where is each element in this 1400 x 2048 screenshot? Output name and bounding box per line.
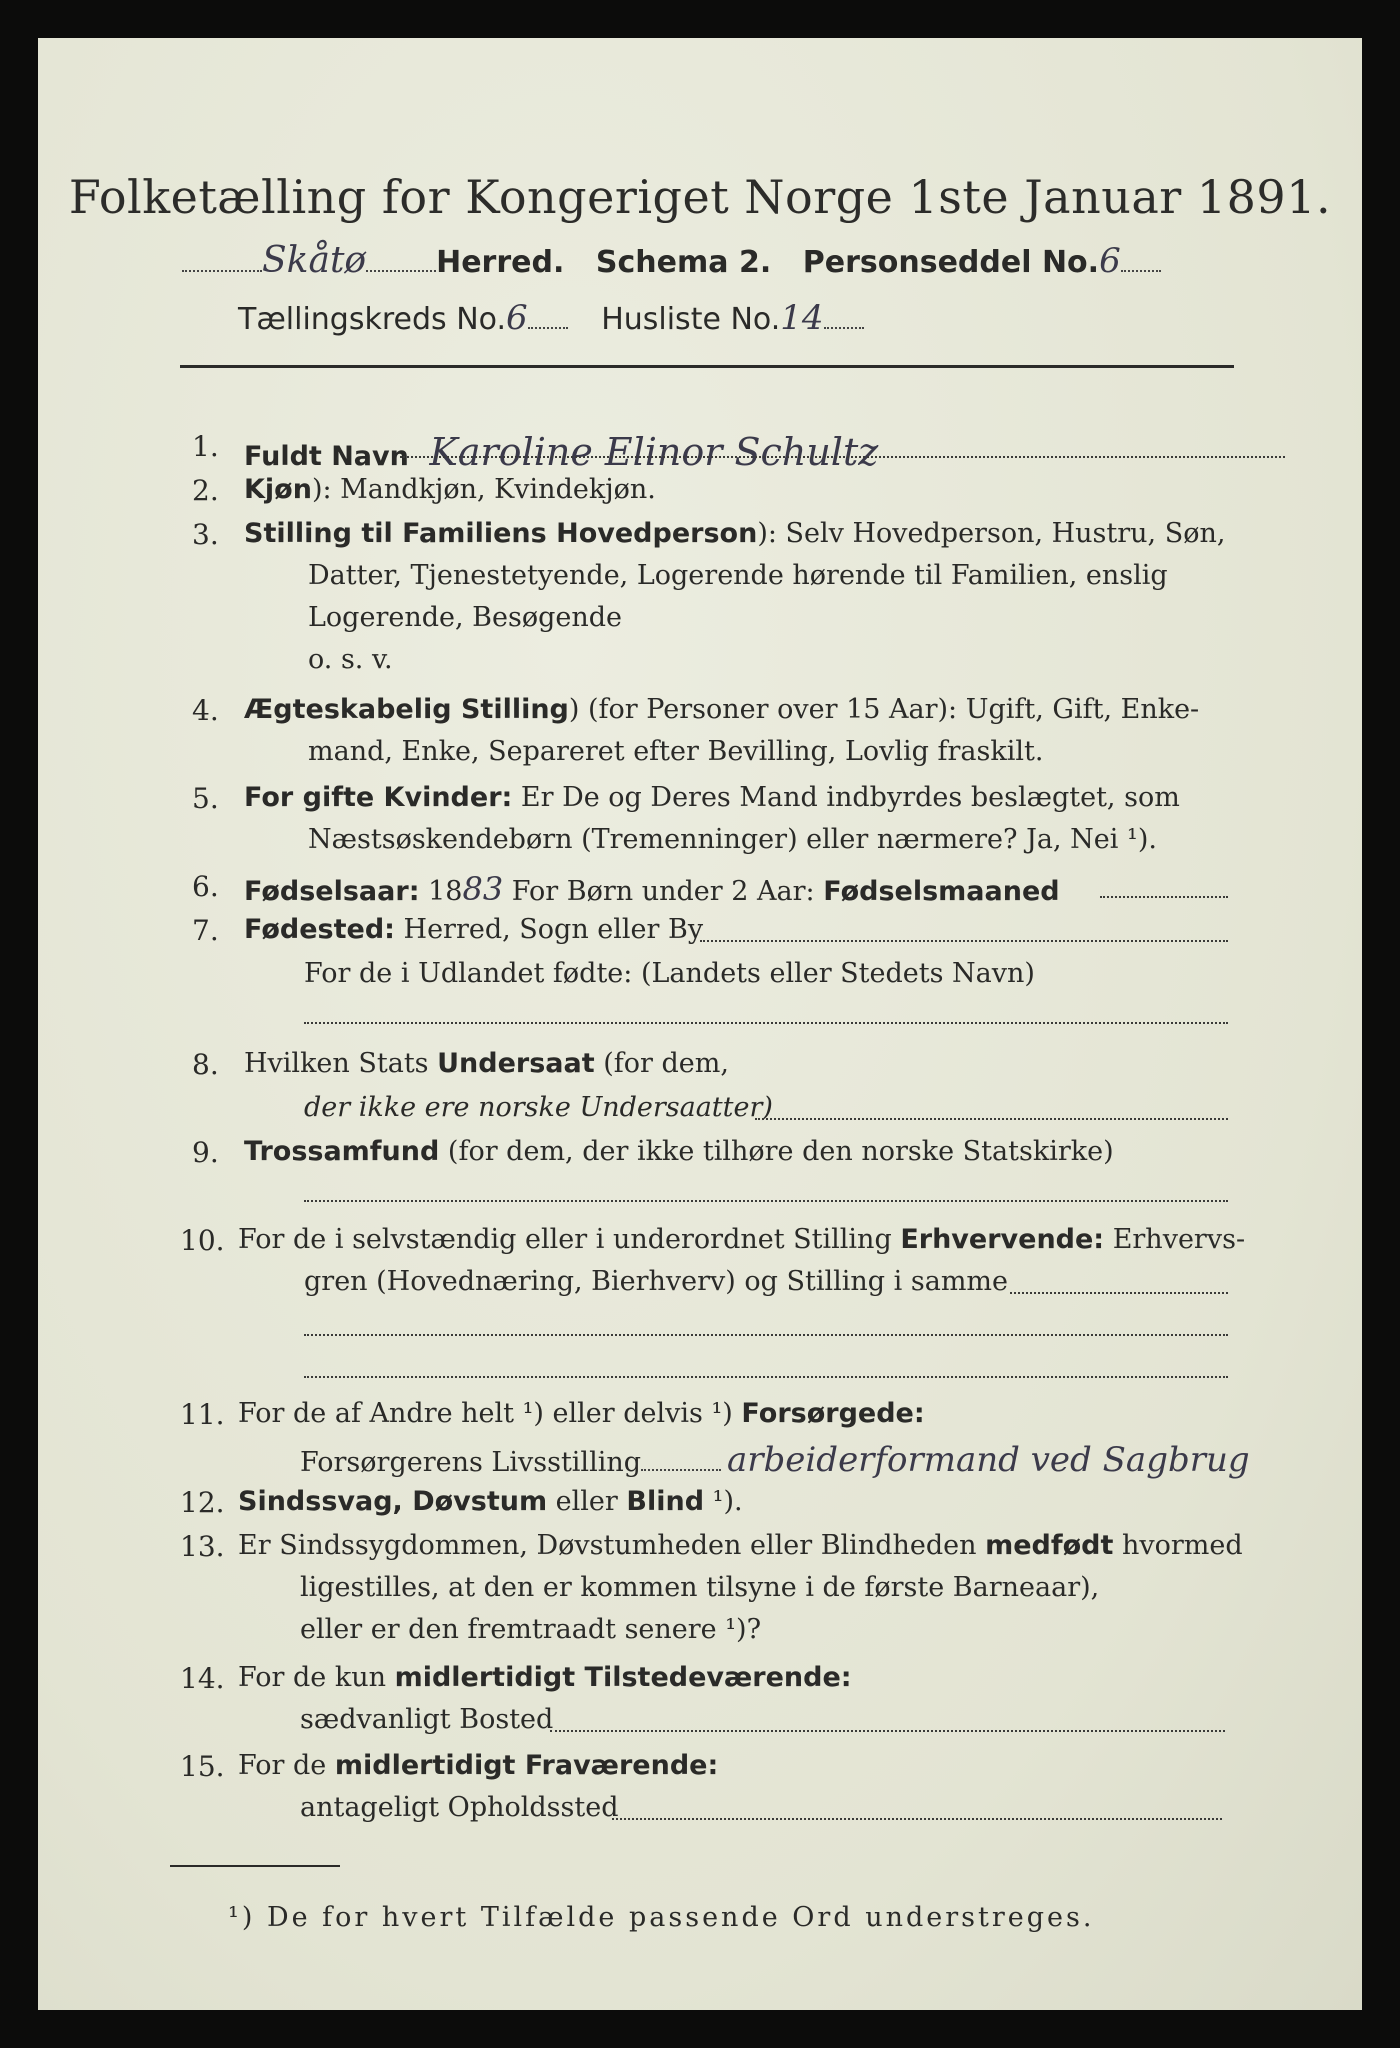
fill-line [1100, 896, 1228, 898]
item-label: Kjøn [244, 474, 312, 505]
item-label: For gifte Kvinder: [244, 782, 513, 813]
item-10 [238, 1224, 1245, 1255]
item-13 [238, 1530, 1243, 1561]
item-text: Forsørgerens Livsstilling [300, 1447, 642, 1478]
footnote-rule [170, 1865, 340, 1867]
item-label: Ægteskabelig Stilling [244, 694, 569, 725]
item-3 [244, 518, 1225, 549]
item-7 [244, 914, 703, 945]
item-12 [238, 1486, 743, 1517]
fill-line [755, 1118, 1228, 1120]
item-label: Stilling til Familiens Hovedperson [244, 518, 758, 549]
item-3-line2: Datter, Tjenestetyende, Logerende hørende til Familien, enslig [308, 560, 1168, 591]
husliste-handwritten: 14 [780, 298, 824, 338]
item-text: eller [547, 1486, 627, 1517]
item-6 [244, 870, 1060, 908]
item-number: 7. [192, 914, 219, 947]
herred-line [182, 240, 1161, 281]
kreds-label: Tællingskreds No. [238, 302, 506, 337]
fill-line [550, 1730, 1225, 1732]
item-number: 15. [180, 1750, 225, 1783]
husliste-label: Husliste No. [601, 302, 781, 337]
item-label: Forsørgede: [741, 1398, 925, 1429]
item-text: For de i selvstændig eller i underordnet Stilling [238, 1224, 901, 1255]
item-1 [244, 430, 878, 474]
item-label: medfødt [985, 1530, 1114, 1561]
item-label-2: Blind [626, 1486, 705, 1517]
item-text: ): Mandkjøn, Kvindekjøn. [311, 474, 656, 505]
item-text-2: Erhvervs- [1104, 1224, 1246, 1255]
item-8-line2: der ikke ere norske Undersaatter) [304, 1092, 773, 1123]
item-label: Trossamfund [244, 1136, 440, 1167]
item-text: Herred, Sogn eller By [394, 914, 704, 945]
item-text-2: ¹). [704, 1486, 743, 1517]
item-label: Erhvervende: [900, 1224, 1105, 1255]
kreds-handwritten: 6 [506, 298, 528, 338]
item-number: 6. [192, 870, 219, 903]
item-text: For de kun [238, 1662, 395, 1693]
item-label: Fødested: [244, 914, 395, 945]
personseddel-label: Personseddel No. [802, 245, 1100, 280]
item-text: Hvilken Stats [244, 1048, 438, 1079]
item-text: Er De og Deres Mand indbyrdes beslægtet, som [512, 782, 1180, 813]
item-5 [244, 782, 1180, 813]
item-text: 18 [419, 876, 463, 907]
item-label-2: Fødselsmaaned [823, 876, 1060, 907]
item-4-line2: mand, Enke, Separeret efter Bevilling, Lovlig fraskilt. [308, 736, 1044, 767]
item-text-2: (for dem, [594, 1048, 729, 1079]
item-15-line2: antageligt Opholdssted [300, 1792, 619, 1823]
item-3-line3: Logerende, Besøgende [308, 602, 622, 633]
fill-line [304, 1376, 1228, 1378]
item-number: 4. [192, 694, 219, 727]
footnote: ¹) De for hvert Tilfælde passende Ord understreges. [228, 1902, 1095, 1933]
item-number: 14. [180, 1662, 225, 1695]
item-10-line2: gren (Hovednæring, Bierhverv) og Stilling i samme [304, 1266, 1009, 1297]
fill-line [400, 456, 1285, 458]
item-text: ) (for Personer over 15 Aar): Ugift, Gift, Enke- [568, 694, 1200, 725]
item-13-line3: eller er den fremtraadt senere ¹)? [300, 1614, 762, 1645]
personseddel-handwritten: 6 [1099, 241, 1121, 281]
item-number: 11. [180, 1398, 225, 1431]
item-number: 12. [180, 1486, 225, 1519]
item-4 [244, 694, 1199, 725]
item-2 [244, 474, 656, 505]
fill-line [304, 1334, 1228, 1336]
item-label: midlertidigt Tilstedeværende: [394, 1662, 852, 1693]
item-number: 1. [192, 430, 219, 463]
item-14 [238, 1662, 852, 1693]
item-8 [244, 1048, 729, 1079]
fill-line [612, 1818, 1222, 1820]
item-label: Sindssvag, Døvstum [238, 1486, 548, 1517]
kreds-line [238, 298, 864, 338]
item-5-line2: Næstsøskendebørn (Tremenninger) eller nærmere? Ja, Nei ¹). [308, 824, 1157, 855]
fill-line [1010, 1292, 1228, 1294]
item-14-line2: sædvanligt Bosted [300, 1704, 554, 1735]
item-number: 13. [180, 1530, 225, 1563]
herred-label: Herred. [436, 245, 565, 280]
item-number: 8. [192, 1048, 219, 1081]
header-rule [180, 365, 1234, 368]
item-text-2: For Børn under 2 Aar: [503, 876, 824, 907]
item-text: Er Sindssygdommen, Døvstumheden eller Blindheden [238, 1530, 986, 1561]
item-text: ): Selv Hovedperson, Hustru, Søn, [757, 518, 1226, 549]
item-11-line2 [300, 1440, 1250, 1480]
item-13-line2: ligestilles, at den er kommen tilsyne i de første Barneaar), [300, 1572, 1100, 1603]
birth-year-handwritten: 83 [462, 870, 504, 908]
item-9 [244, 1136, 1114, 1167]
item-7-line2: For de i Udlandet fødte: (Landets eller Stedets Navn) [304, 958, 1035, 989]
item-11 [238, 1398, 925, 1429]
item-number: 5. [192, 782, 219, 815]
item-number: 9. [192, 1136, 219, 1169]
full-name-handwritten: Karoline Elinor Schultz [429, 430, 879, 474]
item-3-line4: o. s. v. [308, 644, 393, 675]
form-title: Folketælling for Kongeriget Norge 1ste Januar 1891. [68, 170, 1332, 224]
fill-line [700, 940, 1228, 942]
item-number: 10. [180, 1224, 225, 1257]
item-label: Fuldt Navn [244, 441, 409, 472]
schema-label: Schema 2. [595, 245, 772, 280]
item-number: 3. [192, 518, 219, 551]
item-text: For de [238, 1750, 335, 1781]
item-label: midlertidigt Fraværende: [334, 1750, 719, 1781]
item-label: Fødselsaar: [244, 876, 420, 907]
item-15 [238, 1750, 718, 1781]
provider-occupation-handwritten: arbeiderformand ved Sagbrug [727, 1440, 1250, 1480]
fill-line [304, 1200, 1228, 1202]
herred-handwritten: Skåtø [262, 240, 367, 281]
item-text: For de af Andre helt ¹) eller delvis ¹) [238, 1398, 742, 1429]
item-text-2: hvormed [1113, 1530, 1243, 1561]
fill-line [304, 1022, 1228, 1024]
item-label: Undersaat [437, 1048, 595, 1079]
item-number: 2. [192, 474, 219, 507]
item-text: (for dem, der ikke tilhøre den norske Statskirke) [439, 1136, 1114, 1167]
